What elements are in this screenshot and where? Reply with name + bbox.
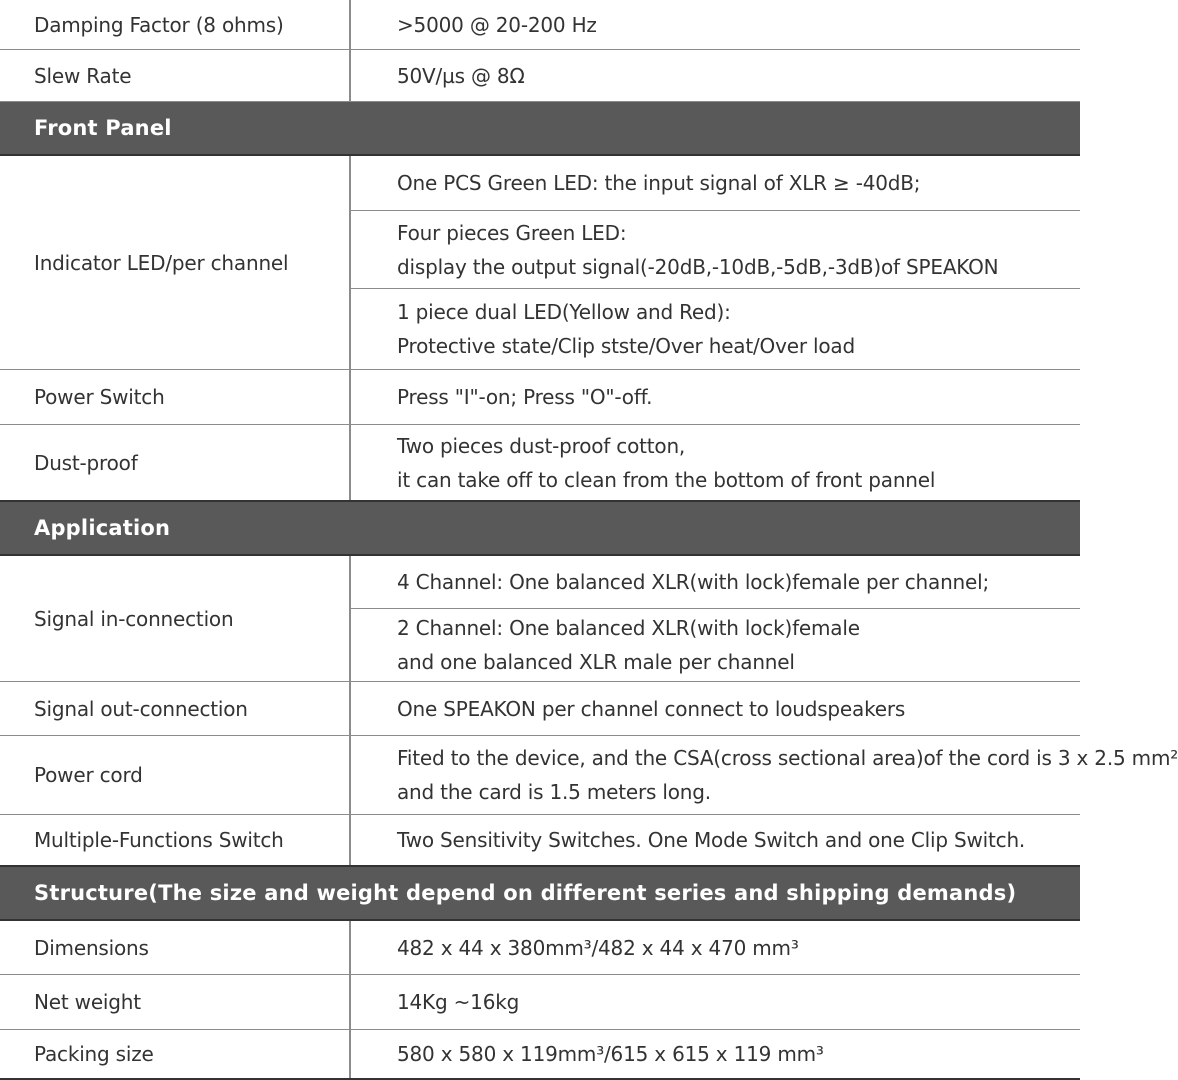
value-line: 4 Channel: One balanced XLR(with lock)female per channel; (397, 570, 990, 594)
spec-value (397, 211, 998, 288)
value-line: One PCS Green LED: the input signal of XLR ≥ -40dB; (397, 171, 921, 195)
spec-label: Multiple-Functions Switch (34, 828, 284, 852)
value-line: 1 piece dual LED(Yellow and Red): (397, 300, 731, 324)
spec-value (397, 609, 860, 681)
column-divider (349, 921, 351, 974)
section-header-application (0, 502, 1080, 556)
value-line: and the card is 1.5 meters long. (397, 780, 711, 804)
section-header-front-panel (0, 102, 1080, 156)
spec-label: Power Switch (34, 385, 165, 409)
column-divider (349, 50, 351, 101)
column-divider (349, 370, 351, 424)
column-divider (349, 682, 351, 735)
spec-label: Damping Factor (8 ohms) (34, 12, 284, 37)
spec-row-dust-proof (0, 425, 1080, 502)
spec-value: One SPEAKON per channel connect to loudspeakers (397, 696, 906, 721)
section-title: Application (34, 516, 171, 540)
spec-value (397, 289, 855, 369)
spec-row-dimensions (0, 921, 1080, 975)
spec-row-damping-factor (0, 0, 1080, 50)
spec-value (397, 425, 935, 500)
spec-value: 50V/µs @ 8Ω (397, 63, 525, 88)
value-line: Protective state/Clip stste/Over heat/Over load (397, 334, 855, 358)
sub-row (351, 556, 1080, 609)
column-divider (349, 815, 351, 865)
spec-value: >5000 @ 20-200 Hz (397, 12, 597, 37)
column-divider (349, 0, 351, 49)
spec-value: Two Sensitivity Switches. One Mode Switch and one Clip Switch. (397, 828, 1026, 852)
spec-label: Slew Rate (34, 63, 132, 88)
spec-row-slew-rate (0, 50, 1080, 102)
section-title: Front Panel (34, 116, 172, 140)
section-header-structure (0, 867, 1080, 921)
spec-value: 14Kg ~16kg (397, 990, 520, 1014)
value-line: it can take off to clean from the bottom of front pannel (397, 467, 936, 492)
value-line: Fited to the device, and the CSA(cross sectional area)of the cord is 3 x 2.5 mm² (397, 746, 1178, 770)
spec-row-power-switch (0, 370, 1080, 425)
spec-label: Dust-proof (34, 450, 138, 475)
spec-value (397, 736, 1178, 814)
spec-label: Net weight (34, 990, 141, 1014)
spec-row-indicator-led (0, 156, 1080, 370)
spec-label: Power cord (34, 763, 143, 787)
spec-label: Packing size (34, 1042, 154, 1066)
sub-row (351, 289, 1080, 369)
spec-row-power-cord (0, 736, 1178, 815)
value-line: 2 Channel: One balanced XLR(with lock)female (397, 616, 860, 640)
spec-value (397, 156, 920, 210)
spec-label: Indicator LED/per channel (34, 250, 289, 275)
column-divider (349, 1030, 351, 1078)
value-line: and one balanced XLR male per channel (397, 650, 795, 674)
spec-value (397, 556, 989, 608)
section-title: Structure(The size and weight depend on different series and shipping demands) (34, 881, 1017, 905)
sub-row (351, 156, 1080, 211)
value-line: Two pieces dust-proof cotton, (397, 433, 686, 458)
value-line: Four pieces Green LED: (397, 220, 627, 245)
spec-row-packing-size (0, 1030, 1080, 1080)
column-divider (349, 736, 351, 814)
spec-value: Press "I"-on; Press "O"-off. (397, 385, 653, 409)
sub-row (351, 609, 1080, 681)
spec-value: 580 x 580 x 119mm³/615 x 615 x 119 mm³ (397, 1042, 824, 1066)
spec-row-net-weight (0, 975, 1080, 1030)
spec-row-signal-in (0, 556, 1080, 682)
spec-label: Dimensions (34, 935, 149, 960)
spec-label: Signal in-connection (34, 606, 234, 631)
spec-row-multi-switch (0, 815, 1080, 867)
column-divider (349, 425, 351, 500)
spec-label: Signal out-connection (34, 696, 248, 721)
spec-value: 482 x 44 x 380mm³/482 x 44 x 470 mm³ (397, 935, 799, 960)
column-divider (349, 975, 351, 1029)
sub-row (351, 211, 1080, 289)
value-line: display the output signal(-20dB,-10dB,-5dB,-3dB)of SPEAKON (397, 254, 999, 279)
spec-row-signal-out (0, 682, 1080, 736)
